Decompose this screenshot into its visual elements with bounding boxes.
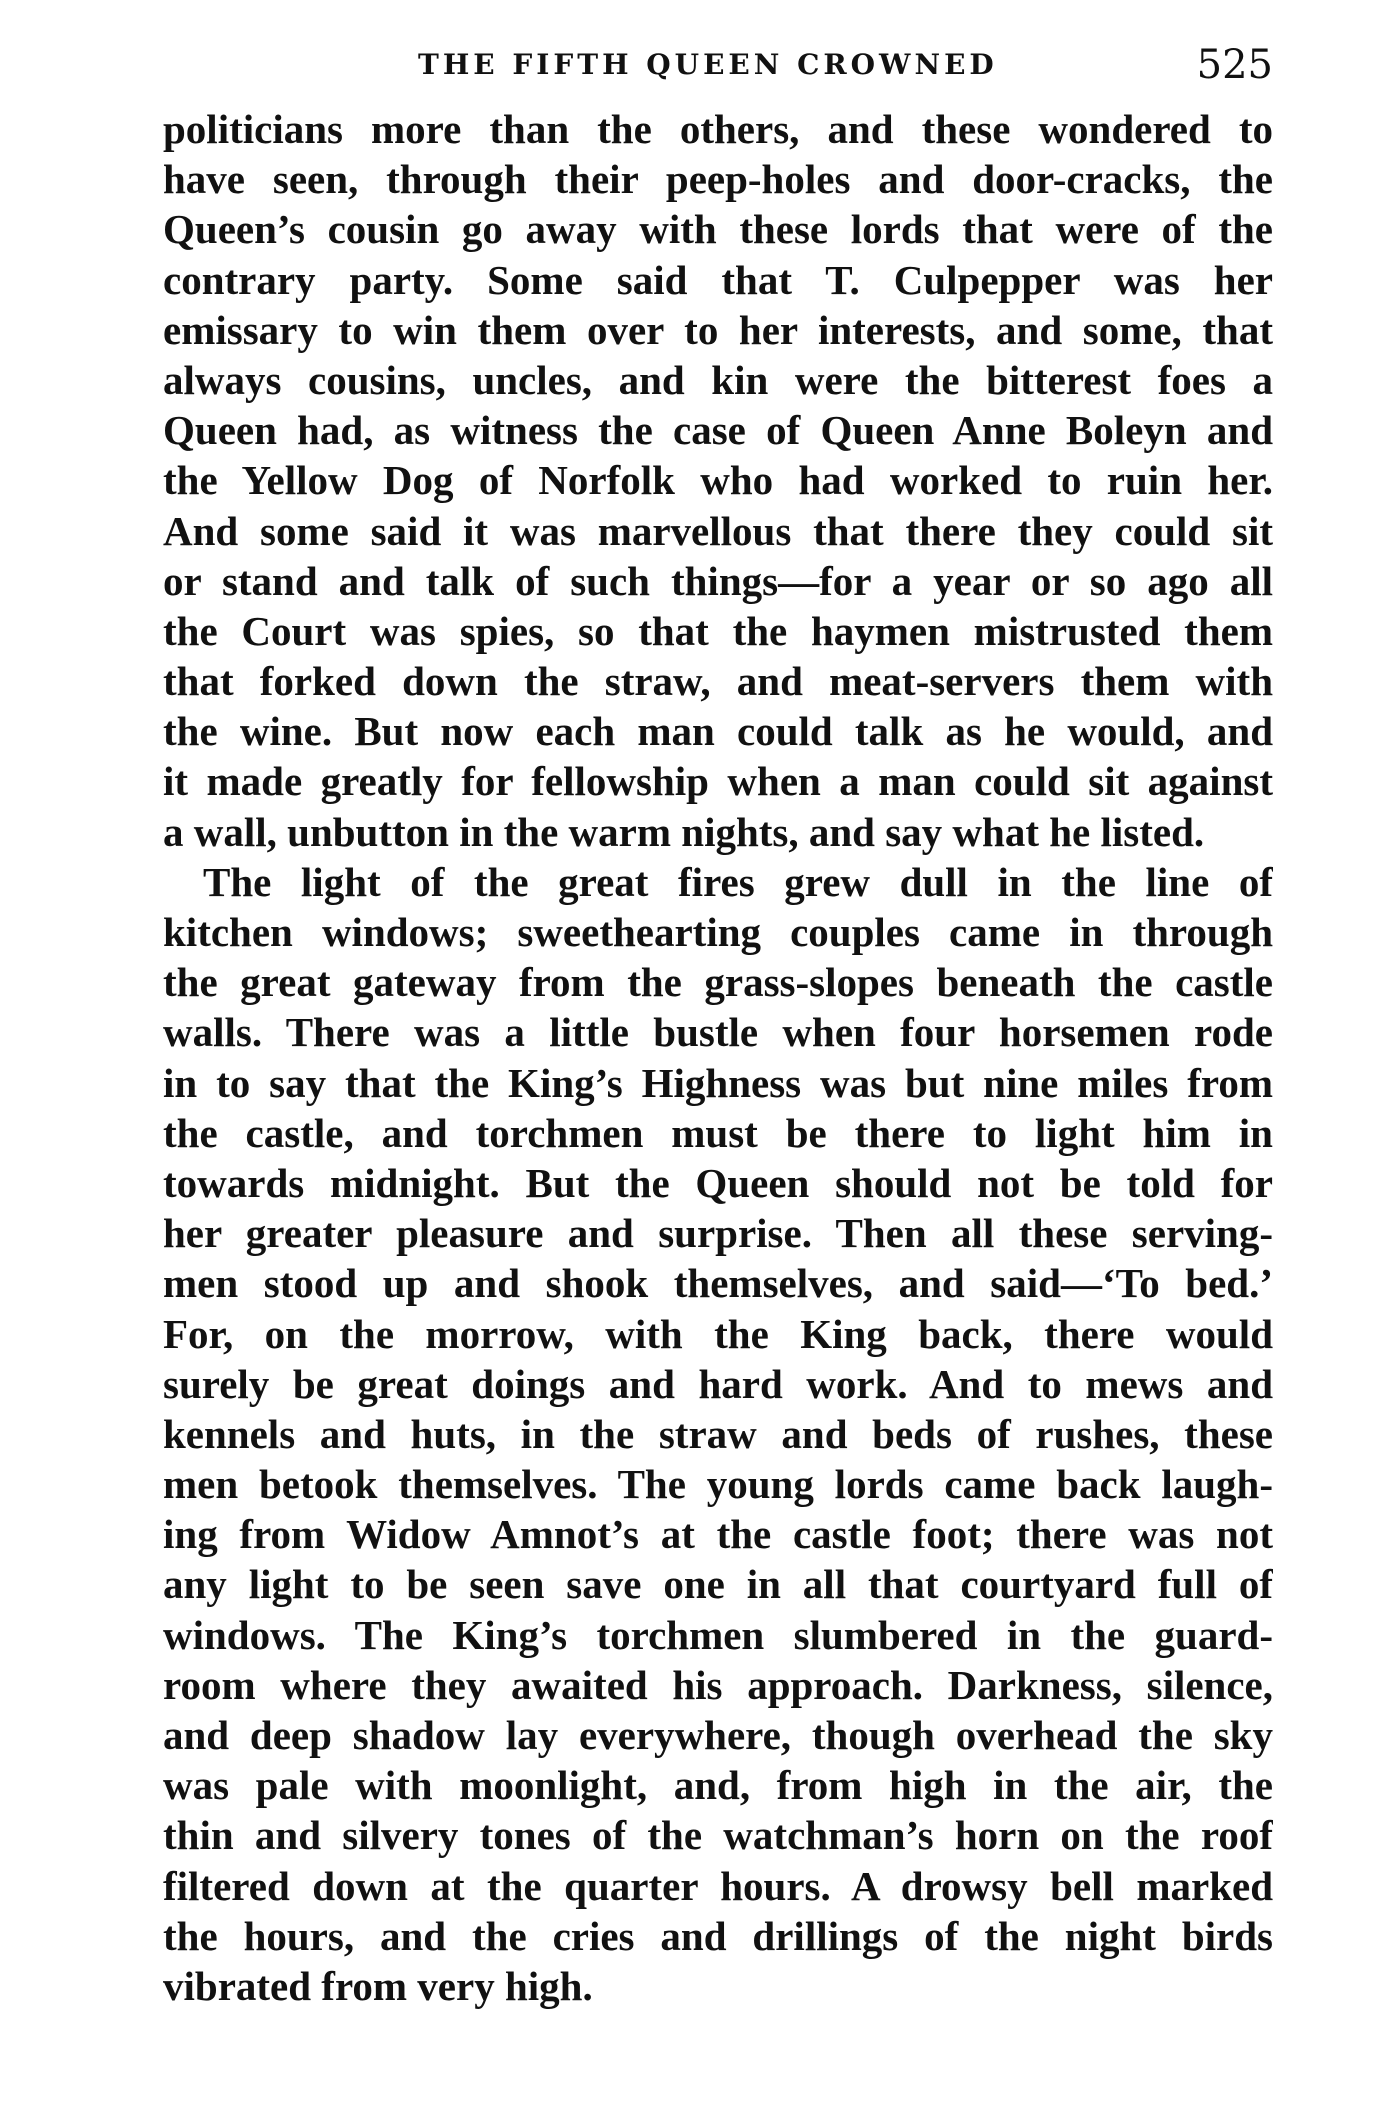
- text-line: the hours, and the cries and drillings of the night birds: [163, 1912, 1273, 1959]
- text-line: the great gateway from the grass-slopes beneath the castle: [163, 959, 1273, 1006]
- text-line: Queen’s cousin go away with these lords that were of the: [163, 206, 1273, 253]
- paragraph: [163, 857, 1273, 2011]
- text-line: that forked down the straw, and meat-servers them with: [163, 658, 1273, 705]
- text-line: thin and silvery tones of the watchman’s horn on the roof: [163, 1812, 1273, 1859]
- text-line: have seen, through their peep-holes and door-cracks, the: [163, 156, 1273, 203]
- text-line: Queen had, as witness the case of Queen Anne Boleyn and: [163, 407, 1273, 454]
- text-line: emissary to win them over to her interests, and some, that: [163, 306, 1273, 353]
- paragraph: [163, 104, 1273, 857]
- text-line: windows. The King’s torchmen slumbered in the guard-: [163, 1611, 1273, 1658]
- text-line: walls. There was a little bustle when four horsemen rode: [163, 1009, 1273, 1056]
- running-title: THE FIFTH QUEEN CROWNED: [418, 48, 998, 81]
- text-line: and deep shadow lay everywhere, though overhead the sky: [163, 1712, 1273, 1758]
- text-line: For, on the morrow, with the King back, there would: [163, 1310, 1273, 1357]
- text-line: filtered down at the quarter hours. A drowsy bell marked: [163, 1862, 1273, 1909]
- page-number: 525: [1196, 42, 1273, 88]
- text-line: was pale with moonlight, and, from high in the air, the: [163, 1762, 1273, 1809]
- text-line: kennels and huts, in the straw and beds of rushes, these: [163, 1410, 1273, 1457]
- text-line: the castle, and torchmen must be there to light him in: [163, 1109, 1273, 1156]
- text-line: surely be great doings and hard work. And to mews and: [163, 1360, 1273, 1407]
- text-line: kitchen windows; sweethearting couples came in through: [163, 909, 1273, 955]
- text-line: room where they awaited his approach. Darkness, silence,: [163, 1661, 1273, 1708]
- text-line: her greater pleasure and surprise. Then all these serving-: [163, 1210, 1273, 1257]
- text-line: the wine. But now each man could talk as he would, and: [163, 708, 1273, 755]
- text-line: men betook themselves. The young lords came back laugh-: [163, 1461, 1273, 1508]
- text-line: it made greatly for fellowship when a man could sit against: [163, 758, 1273, 805]
- text-line: And some said it was marvellous that there they could sit: [163, 507, 1273, 554]
- text-line: vibrated from very high.: [163, 1962, 593, 2009]
- book-page: [163, 40, 1273, 2011]
- text-line: any light to be seen save one in all that courtyard full of: [163, 1561, 1273, 1608]
- text-line: ing from Widow Amnot’s at the castle foot; there was not: [163, 1511, 1273, 1558]
- text-line: the Yellow Dog of Norfolk who had worked to ruin her.: [163, 457, 1273, 504]
- text-line: politicians more than the others, and these wondered to: [163, 106, 1273, 152]
- running-head: [163, 40, 1273, 100]
- text-line: men stood up and shook themselves, and said—‘To bed.’: [163, 1260, 1273, 1307]
- text-line: contrary party. Some said that T. Culpepper was her: [163, 256, 1273, 303]
- text-line: a wall, unbutton in the warm nights, and say what he listed.: [163, 808, 1205, 855]
- text-line: or stand and talk of such things—for a year or so ago all: [163, 557, 1273, 604]
- text-line: always cousins, uncles, and kin were the bitterest foes a: [163, 356, 1273, 403]
- body-text: [163, 104, 1273, 2011]
- text-line: the Court was spies, so that the haymen mistrusted them: [163, 607, 1273, 654]
- text-line: in to say that the King’s Highness was but nine miles from: [163, 1059, 1273, 1106]
- text-line: towards midnight. But the Queen should not be told for: [163, 1159, 1273, 1206]
- text-line: The light of the great fires grew dull in the line of: [203, 858, 1273, 905]
